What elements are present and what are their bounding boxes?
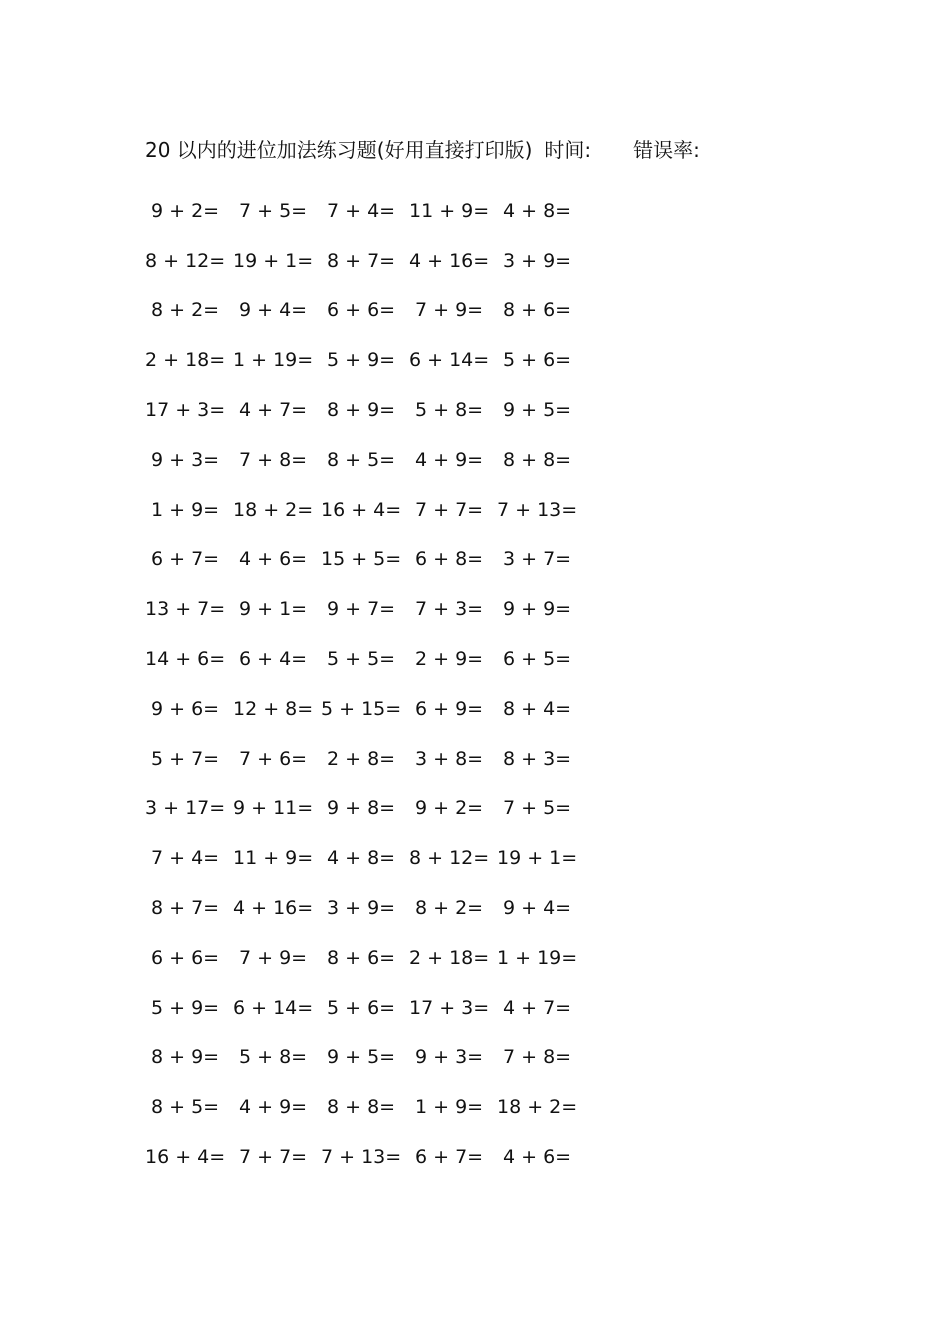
time-label: 时间: xyxy=(544,138,592,162)
problem-row xyxy=(145,784,585,834)
problem-text: 12 + 8= xyxy=(233,697,314,720)
problem-cell xyxy=(321,1096,409,1118)
problem-cell xyxy=(409,698,497,720)
problem-cell xyxy=(321,449,409,471)
worksheet-header xyxy=(145,136,700,164)
problem-cell xyxy=(321,548,409,570)
problem-row xyxy=(145,634,585,684)
problem-text: 8 + 4= xyxy=(503,697,572,720)
problem-text: 18 + 2= xyxy=(233,498,314,521)
problem-cell xyxy=(233,997,321,1019)
problem-row xyxy=(145,485,585,535)
problem-text: 7 + 9= xyxy=(239,946,308,969)
problem-cell xyxy=(497,748,585,770)
problem-text: 5 + 8= xyxy=(415,399,484,422)
problem-text: 4 + 16= xyxy=(233,897,314,920)
problem-text: 7 + 8= xyxy=(503,1046,572,1069)
problem-text: 13 + 7= xyxy=(145,598,226,621)
problem-text: 1 + 9= xyxy=(151,498,220,521)
problem-cell xyxy=(233,598,321,620)
problem-text: 6 + 7= xyxy=(415,1146,484,1169)
problem-row xyxy=(145,684,585,734)
problem-row xyxy=(145,1082,585,1132)
problem-cell xyxy=(409,1046,497,1068)
problem-row xyxy=(145,385,585,435)
problem-row xyxy=(145,883,585,933)
problem-text: 4 + 7= xyxy=(503,996,572,1019)
problem-cell xyxy=(321,499,409,521)
problem-cell xyxy=(145,897,233,919)
problem-text: 6 + 14= xyxy=(409,349,490,372)
problem-text: 3 + 8= xyxy=(415,747,484,770)
problem-text: 4 + 8= xyxy=(503,199,572,222)
problem-cell xyxy=(233,897,321,919)
problem-cell xyxy=(321,847,409,869)
problem-cell xyxy=(321,349,409,371)
problem-text: 6 + 8= xyxy=(415,548,484,571)
problem-text: 1 + 9= xyxy=(415,1096,484,1119)
problem-text: 19 + 1= xyxy=(233,249,314,272)
problem-text: 2 + 18= xyxy=(409,946,490,969)
problem-cell xyxy=(145,349,233,371)
problem-text: 5 + 9= xyxy=(151,996,220,1019)
problem-cell xyxy=(409,1146,497,1168)
problem-text: 7 + 3= xyxy=(415,598,484,621)
problem-row xyxy=(145,734,585,784)
problem-text: 9 + 3= xyxy=(415,1046,484,1069)
problem-cell xyxy=(409,997,497,1019)
problem-text: 1 + 19= xyxy=(233,349,314,372)
problem-text: 17 + 3= xyxy=(145,399,226,422)
problem-text: 8 + 6= xyxy=(503,299,572,322)
problem-cell xyxy=(233,200,321,222)
problem-cell xyxy=(233,648,321,670)
problem-cell xyxy=(497,499,585,521)
problem-cell xyxy=(409,897,497,919)
problem-cell xyxy=(497,847,585,869)
problem-cell xyxy=(145,449,233,471)
problem-cell xyxy=(145,250,233,272)
problem-cell xyxy=(233,449,321,471)
problem-cell xyxy=(145,1146,233,1168)
problem-text: 6 + 4= xyxy=(239,648,308,671)
problem-text: 3 + 9= xyxy=(327,897,396,920)
problem-cell xyxy=(497,997,585,1019)
problem-cell xyxy=(497,399,585,421)
problem-text: 9 + 2= xyxy=(151,199,220,222)
problem-text: 8 + 9= xyxy=(151,1046,220,1069)
problem-row xyxy=(145,535,585,585)
problem-text: 8 + 12= xyxy=(145,249,226,272)
problem-cell xyxy=(233,947,321,969)
worksheet-title: 20 以内的进位加法练习题(好用直接打印版) xyxy=(145,138,533,162)
problem-cell xyxy=(321,797,409,819)
problem-cell xyxy=(145,499,233,521)
problem-cell xyxy=(497,598,585,620)
problem-text: 2 + 18= xyxy=(145,349,226,372)
problem-text: 8 + 2= xyxy=(151,299,220,322)
problem-cell xyxy=(233,349,321,371)
problem-cell xyxy=(321,200,409,222)
problem-cell xyxy=(145,648,233,670)
problem-text: 6 + 14= xyxy=(233,996,314,1019)
problem-cell xyxy=(409,349,497,371)
problem-cell xyxy=(145,698,233,720)
problem-text: 16 + 4= xyxy=(145,1146,226,1169)
problem-text: 5 + 15= xyxy=(321,697,402,720)
problem-text: 8 + 12= xyxy=(409,847,490,870)
problem-cell xyxy=(145,1046,233,1068)
problem-cell xyxy=(321,1146,409,1168)
problem-row xyxy=(145,286,585,336)
problem-text: 7 + 4= xyxy=(327,199,396,222)
problem-text: 7 + 8= xyxy=(239,448,308,471)
problem-text: 8 + 8= xyxy=(327,1096,396,1119)
problem-cell xyxy=(145,748,233,770)
problem-cell xyxy=(145,299,233,321)
problem-cell xyxy=(321,399,409,421)
problem-text: 6 + 9= xyxy=(415,697,484,720)
problem-text: 5 + 8= xyxy=(239,1046,308,1069)
problem-cell xyxy=(145,598,233,620)
problem-cell xyxy=(409,449,497,471)
problem-cell xyxy=(409,1096,497,1118)
problem-text: 8 + 5= xyxy=(327,448,396,471)
problem-text: 4 + 8= xyxy=(327,847,396,870)
problem-text: 16 + 4= xyxy=(321,498,402,521)
problem-text: 11 + 9= xyxy=(409,199,490,222)
problem-row xyxy=(145,236,585,286)
problem-text: 5 + 9= xyxy=(327,349,396,372)
problem-cell xyxy=(409,548,497,570)
problem-cell xyxy=(233,797,321,819)
error-rate-label: 错误率: xyxy=(633,138,700,162)
problem-text: 3 + 9= xyxy=(503,249,572,272)
problem-cell xyxy=(321,299,409,321)
problem-text: 19 + 1= xyxy=(497,847,578,870)
problem-text: 9 + 5= xyxy=(327,1046,396,1069)
problem-cell xyxy=(409,847,497,869)
problem-text: 9 + 8= xyxy=(327,797,396,820)
problem-cell xyxy=(145,399,233,421)
problem-cell xyxy=(497,897,585,919)
problem-cell xyxy=(321,748,409,770)
problem-text: 9 + 2= xyxy=(415,797,484,820)
problem-text: 7 + 7= xyxy=(415,498,484,521)
problem-text: 2 + 9= xyxy=(415,648,484,671)
problem-text: 17 + 3= xyxy=(409,996,490,1019)
problem-cell xyxy=(145,847,233,869)
problem-cell xyxy=(233,399,321,421)
problem-text: 18 + 2= xyxy=(497,1096,578,1119)
problem-text: 4 + 16= xyxy=(409,249,490,272)
problem-text: 7 + 13= xyxy=(497,498,578,521)
problem-cell xyxy=(145,548,233,570)
problem-text: 5 + 7= xyxy=(151,747,220,770)
problem-cell xyxy=(409,499,497,521)
problem-row xyxy=(145,933,585,983)
problem-text: 7 + 5= xyxy=(503,797,572,820)
problem-cell xyxy=(497,349,585,371)
problem-cell xyxy=(321,897,409,919)
problem-text: 7 + 9= xyxy=(415,299,484,322)
problem-text: 9 + 11= xyxy=(233,797,314,820)
problem-text: 8 + 6= xyxy=(327,946,396,969)
problem-row xyxy=(145,435,585,485)
problem-cell xyxy=(409,200,497,222)
problem-text: 8 + 8= xyxy=(503,448,572,471)
problem-cell xyxy=(497,797,585,819)
problem-text: 9 + 3= xyxy=(151,448,220,471)
problem-text: 4 + 9= xyxy=(415,448,484,471)
problem-row xyxy=(145,186,585,236)
problem-text: 8 + 2= xyxy=(415,897,484,920)
problem-text: 11 + 9= xyxy=(233,847,314,870)
problem-text: 9 + 4= xyxy=(239,299,308,322)
problem-row xyxy=(145,833,585,883)
problem-text: 6 + 5= xyxy=(503,648,572,671)
problem-cell xyxy=(409,648,497,670)
problem-cell xyxy=(233,847,321,869)
problem-text: 9 + 1= xyxy=(239,598,308,621)
problem-row xyxy=(145,1033,585,1083)
problem-cell xyxy=(409,399,497,421)
problem-cell xyxy=(409,797,497,819)
problem-text: 8 + 7= xyxy=(151,897,220,920)
problem-text: 4 + 7= xyxy=(239,399,308,422)
problem-cell xyxy=(145,200,233,222)
problem-cell xyxy=(233,1046,321,1068)
problem-text: 14 + 6= xyxy=(145,648,226,671)
problem-cell xyxy=(409,250,497,272)
problem-cell xyxy=(321,648,409,670)
problem-text: 7 + 7= xyxy=(239,1146,308,1169)
problem-cell xyxy=(233,250,321,272)
problem-text: 4 + 6= xyxy=(239,548,308,571)
problem-cell xyxy=(497,1046,585,1068)
problem-cell xyxy=(321,250,409,272)
problem-row xyxy=(145,335,585,385)
problem-cell xyxy=(233,698,321,720)
problem-text: 1 + 19= xyxy=(497,946,578,969)
problem-cell xyxy=(497,200,585,222)
problem-cell xyxy=(145,997,233,1019)
problem-text: 8 + 3= xyxy=(503,747,572,770)
problem-cell xyxy=(497,548,585,570)
problem-cell xyxy=(497,698,585,720)
problem-cell xyxy=(233,748,321,770)
problem-cell xyxy=(145,797,233,819)
problem-cell xyxy=(321,1046,409,1068)
problem-cell xyxy=(233,1096,321,1118)
problem-cell xyxy=(497,449,585,471)
problem-cell xyxy=(409,598,497,620)
problem-text: 15 + 5= xyxy=(321,548,402,571)
problem-text: 5 + 5= xyxy=(327,648,396,671)
problem-text: 9 + 5= xyxy=(503,399,572,422)
problem-text: 7 + 5= xyxy=(239,199,308,222)
problem-text: 8 + 7= xyxy=(327,249,396,272)
problem-text: 8 + 5= xyxy=(151,1096,220,1119)
problem-text: 5 + 6= xyxy=(327,996,396,1019)
problem-row xyxy=(145,584,585,634)
problem-row xyxy=(145,983,585,1033)
problem-text: 8 + 9= xyxy=(327,399,396,422)
problem-text: 4 + 6= xyxy=(503,1146,572,1169)
problem-cell xyxy=(497,1096,585,1118)
problem-cell xyxy=(321,598,409,620)
problem-text: 9 + 9= xyxy=(503,598,572,621)
problem-cell xyxy=(145,947,233,969)
problem-cell xyxy=(145,1096,233,1118)
problem-cell xyxy=(497,299,585,321)
problem-cell xyxy=(233,548,321,570)
problem-text: 9 + 7= xyxy=(327,598,396,621)
problem-text: 7 + 6= xyxy=(239,747,308,770)
problem-cell xyxy=(233,299,321,321)
problem-text: 3 + 7= xyxy=(503,548,572,571)
problem-cell xyxy=(409,947,497,969)
problem-text: 7 + 13= xyxy=(321,1146,402,1169)
problem-text: 7 + 4= xyxy=(151,847,220,870)
problem-grid xyxy=(145,186,585,1182)
problem-cell xyxy=(409,748,497,770)
problem-cell xyxy=(497,947,585,969)
problem-text: 3 + 17= xyxy=(145,797,226,820)
problem-row xyxy=(145,1132,585,1182)
problem-text: 9 + 4= xyxy=(503,897,572,920)
problem-cell xyxy=(233,499,321,521)
problem-text: 9 + 6= xyxy=(151,697,220,720)
problem-text: 4 + 9= xyxy=(239,1096,308,1119)
problem-cell xyxy=(321,698,409,720)
problem-text: 5 + 6= xyxy=(503,349,572,372)
problem-cell xyxy=(233,1146,321,1168)
problem-text: 2 + 8= xyxy=(327,747,396,770)
problem-cell xyxy=(321,997,409,1019)
problem-text: 6 + 6= xyxy=(151,946,220,969)
problem-cell xyxy=(321,947,409,969)
problem-cell xyxy=(497,250,585,272)
problem-cell xyxy=(497,648,585,670)
problem-text: 6 + 7= xyxy=(151,548,220,571)
problem-cell xyxy=(497,1146,585,1168)
problem-text: 6 + 6= xyxy=(327,299,396,322)
problem-cell xyxy=(409,299,497,321)
